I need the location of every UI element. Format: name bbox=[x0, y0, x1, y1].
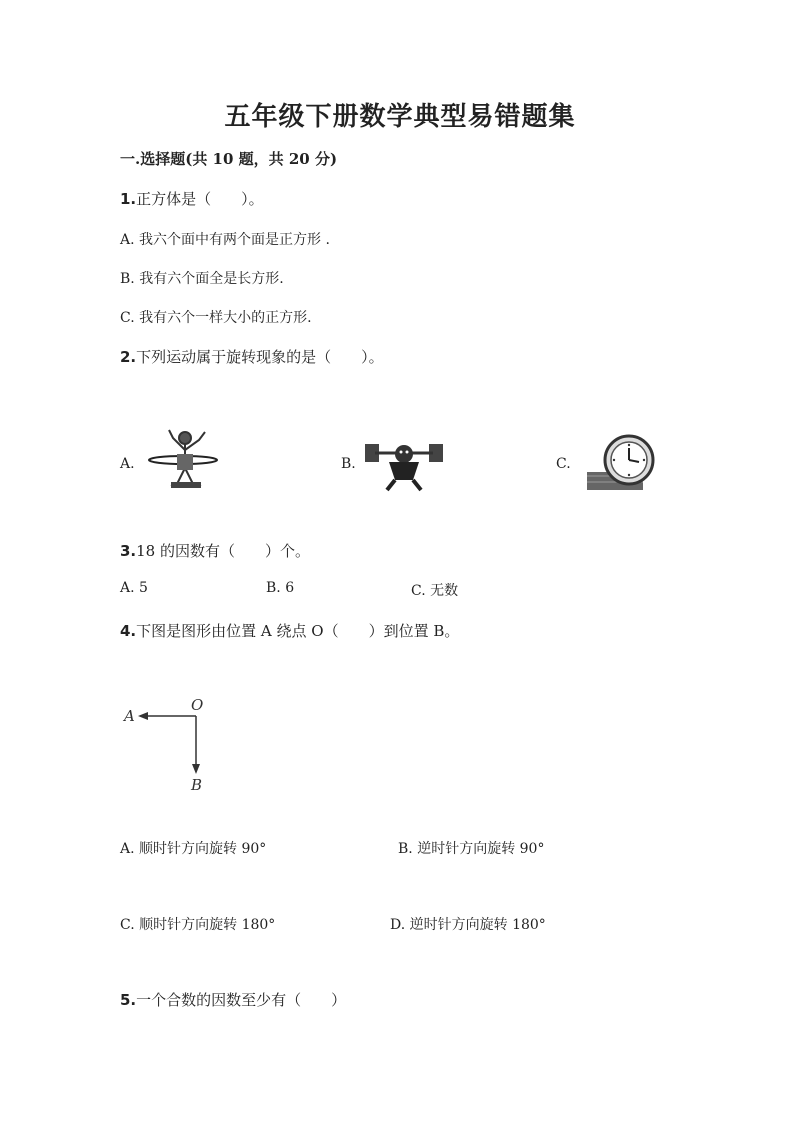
question-text: 正方体是（ ）。 bbox=[136, 190, 264, 208]
option-3a[interactable]: A. 5 bbox=[120, 580, 148, 596]
option-2c[interactable]: C. bbox=[556, 456, 571, 472]
option-1c[interactable]: C. 我有六个一样大小的正方形. bbox=[120, 310, 312, 326]
question-4 bbox=[120, 620, 459, 641]
arrow-a-head bbox=[138, 712, 148, 720]
option-2b[interactable]: B. bbox=[341, 456, 356, 472]
question-text: 一个合数的因数至少有（ ） bbox=[136, 991, 347, 1009]
question-number: 2. bbox=[120, 348, 137, 366]
label-a: A bbox=[124, 707, 135, 725]
page-title: 五年级下册数学典型易错题集 bbox=[224, 102, 576, 132]
question-number: 5. bbox=[120, 991, 137, 1009]
question-number: 3. bbox=[120, 542, 137, 560]
section-heading: 一.选择题(共 10 题，共 20 分) bbox=[120, 150, 338, 168]
option-4a[interactable]: A. 顺时针方向旋转 90° bbox=[120, 841, 267, 857]
question-text: 下图是图形由位置 A 绕点 O（ ）到位置 B。 bbox=[136, 622, 460, 640]
hula-hoop-figure-image bbox=[145, 428, 225, 490]
question-1 bbox=[120, 188, 264, 209]
question-text: 下列运动属于旋转现象的是（ ）。 bbox=[136, 348, 384, 366]
question-3 bbox=[120, 540, 310, 561]
question-number: 1. bbox=[120, 190, 137, 208]
question-text: 18 的因数有（ ）个。 bbox=[136, 542, 310, 560]
weightlifter-figure-image bbox=[365, 436, 443, 492]
alarm-clock-image bbox=[585, 432, 661, 494]
question-number: 4. bbox=[120, 622, 137, 640]
option-1a[interactable]: A. 我六个面中有两个面是正方形 . bbox=[120, 232, 330, 248]
label-b: B bbox=[191, 776, 203, 794]
option-3c[interactable]: C. 无数 bbox=[411, 583, 459, 599]
label-o: O bbox=[191, 696, 204, 714]
option-4d[interactable]: D. 逆时针方向旋转 180° bbox=[390, 917, 546, 933]
option-2a[interactable]: A. bbox=[120, 456, 135, 472]
arrow-b-head bbox=[192, 764, 200, 774]
option-4c[interactable]: C. 顺时针方向旋转 180° bbox=[120, 917, 276, 933]
question-5 bbox=[120, 989, 346, 1010]
option-1b[interactable]: B. 我有六个面全是长方形. bbox=[120, 271, 284, 287]
option-4b[interactable]: B. 逆时针方向旋转 90° bbox=[398, 841, 545, 857]
question-2 bbox=[120, 346, 384, 367]
option-3b[interactable]: B. 6 bbox=[266, 580, 295, 596]
rotation-diagram bbox=[120, 690, 220, 795]
